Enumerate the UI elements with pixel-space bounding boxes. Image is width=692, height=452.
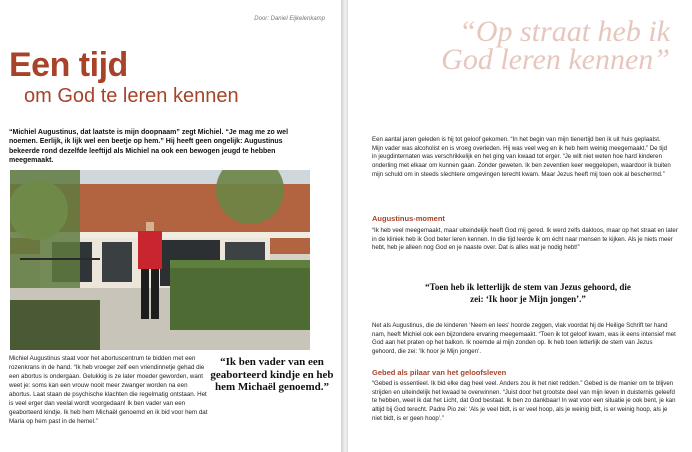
article-photo: [10, 170, 310, 350]
article-title: Een tijd: [9, 46, 128, 84]
heading-gebed: Gebed als pilaar van het geloofsleven: [372, 368, 507, 377]
author-byline: Door: Daniel Eijkelenkamp: [254, 16, 325, 22]
quote-left: “Ik ben vader van een geaborteerd kindje en heb hem Michaël genoemd.”: [210, 356, 334, 394]
left-page: [0, 0, 341, 452]
body-text-left: Michiel Augustinus staat voor het abortuscentrum te bidden met een rozenkrans in de hand. “Ik heb vroeger zelf een vriendinnetje gehad die een abortus is ondergaan. Gelukkig is ze later moeder geworden, want weet je: soms kan een vrouw nooit meer zwanger worden na een abortus. Laat staan de psychische klachten die regelmatig ontstaan. Het is veel erger dan veelal wordt voorgedaan! Ik ben vader van een geaborteerd kindje. Ik heb hem Michaël genoemd en ik bid voor hem dat Maria op hem past in de hemel.”: [9, 355, 208, 425]
paragraph-3: Net als Augustinus, die de kinderen ‘Neem en lees’ hoorde zeggen, vlak voordat hij de Heilige Schrift ter hand nam, heeft Michiel ook een bijzondere ervaring meegemaakt. “Toen ik tot geloof kwam, was ik eens intensief met God aan het praten op het balkon. Ik noemde al mijn zonden op. Ik heb toen letterlijk de stem van Jezus gehoord, die zei: ‘Ik hoor je Mijn jongen’.: [372, 322, 676, 355]
paragraph-4: “Gebed is essentieel. Ik bid elke dag heel veel. Anders zou ik het niet redden.” Gebed is de manier om te blijven strijden en uiteindelijk het kwaad te overwinnen. “Juist door het grootste deel van mijn leven in duisternis geleefd te hebben, weet ik dat het Licht, dat God bestaat. Ik ben zo dankbaar! In wat voor een situatie je ook bent, je kan altijd bij God terecht. Padre Pio zei: ‘Als je veel bidt, is er veel hoop, als je weinig bidt, is er weinig hoop, als je niet bidt, is er geen hoop’.”: [372, 380, 676, 422]
article-subtitle: om God te leren kennen: [24, 85, 239, 107]
paragraph-2: “Ik heb veel meegemaakt, maar uiteindelijk heeft God mij gered. Ik werd zelfs dakloos, maar op het straat en later in de kliniek heb ik God beter leren kennen. In die tijd leerde ik om écht naar mensen te kijken. Als je niets meer hebt, heb je alleen nog God en je naaste over. Dat is alles wat je nodig hebt!”: [372, 227, 678, 252]
page-gutter: [341, 0, 348, 452]
intro-paragraph: Een aantal jaren geleden is hij tot geloof gekomen. “In het begin van mijn tienertijd ben ik uit huis geplaatst. Mijn vader was alcoholist en is vroeg overleden. Hij was veel weg en ik heb hem weinig meegemaakt.” De tijd in jeugdinternaten was verschrikkelijk en het ging van kwaad tot erger. “Je wilt niet weten hoe hard kinderen onderling met elkaar om kunnen gaan. Zonder geweten. Ik ben zeventien keer weggelopen, waardoor ik buiten mijn schuld om in steeds slechtere omgevingen terecht kwam. Maar Jezus heeft mij toen ook al beschermd.”: [372, 136, 671, 178]
lead-paragraph: “Michiel Augustinus, dat laatste is mijn doopnaam” zegt Michiel. “Je mag me zo wel noemen. Eerlijk, ik lijk wel een beetje op hem.” Hij heeft geen ongelijk: Augustinus bekeerde rond dezelfde leeftijd als Michiel na ook een bewogen jeugd te hebben meegemaakt.: [9, 129, 289, 165]
pull-quote: “Op straat heb ik God leren kennen”: [441, 15, 670, 76]
quote-right: “Toen heb ik letterlijk de stem van Jezus gehoord, die zei: ‘Ik hoor je Mijn jongen’.”: [425, 282, 631, 304]
heading-augustinus-moment: Augustinus-moment: [372, 214, 445, 223]
